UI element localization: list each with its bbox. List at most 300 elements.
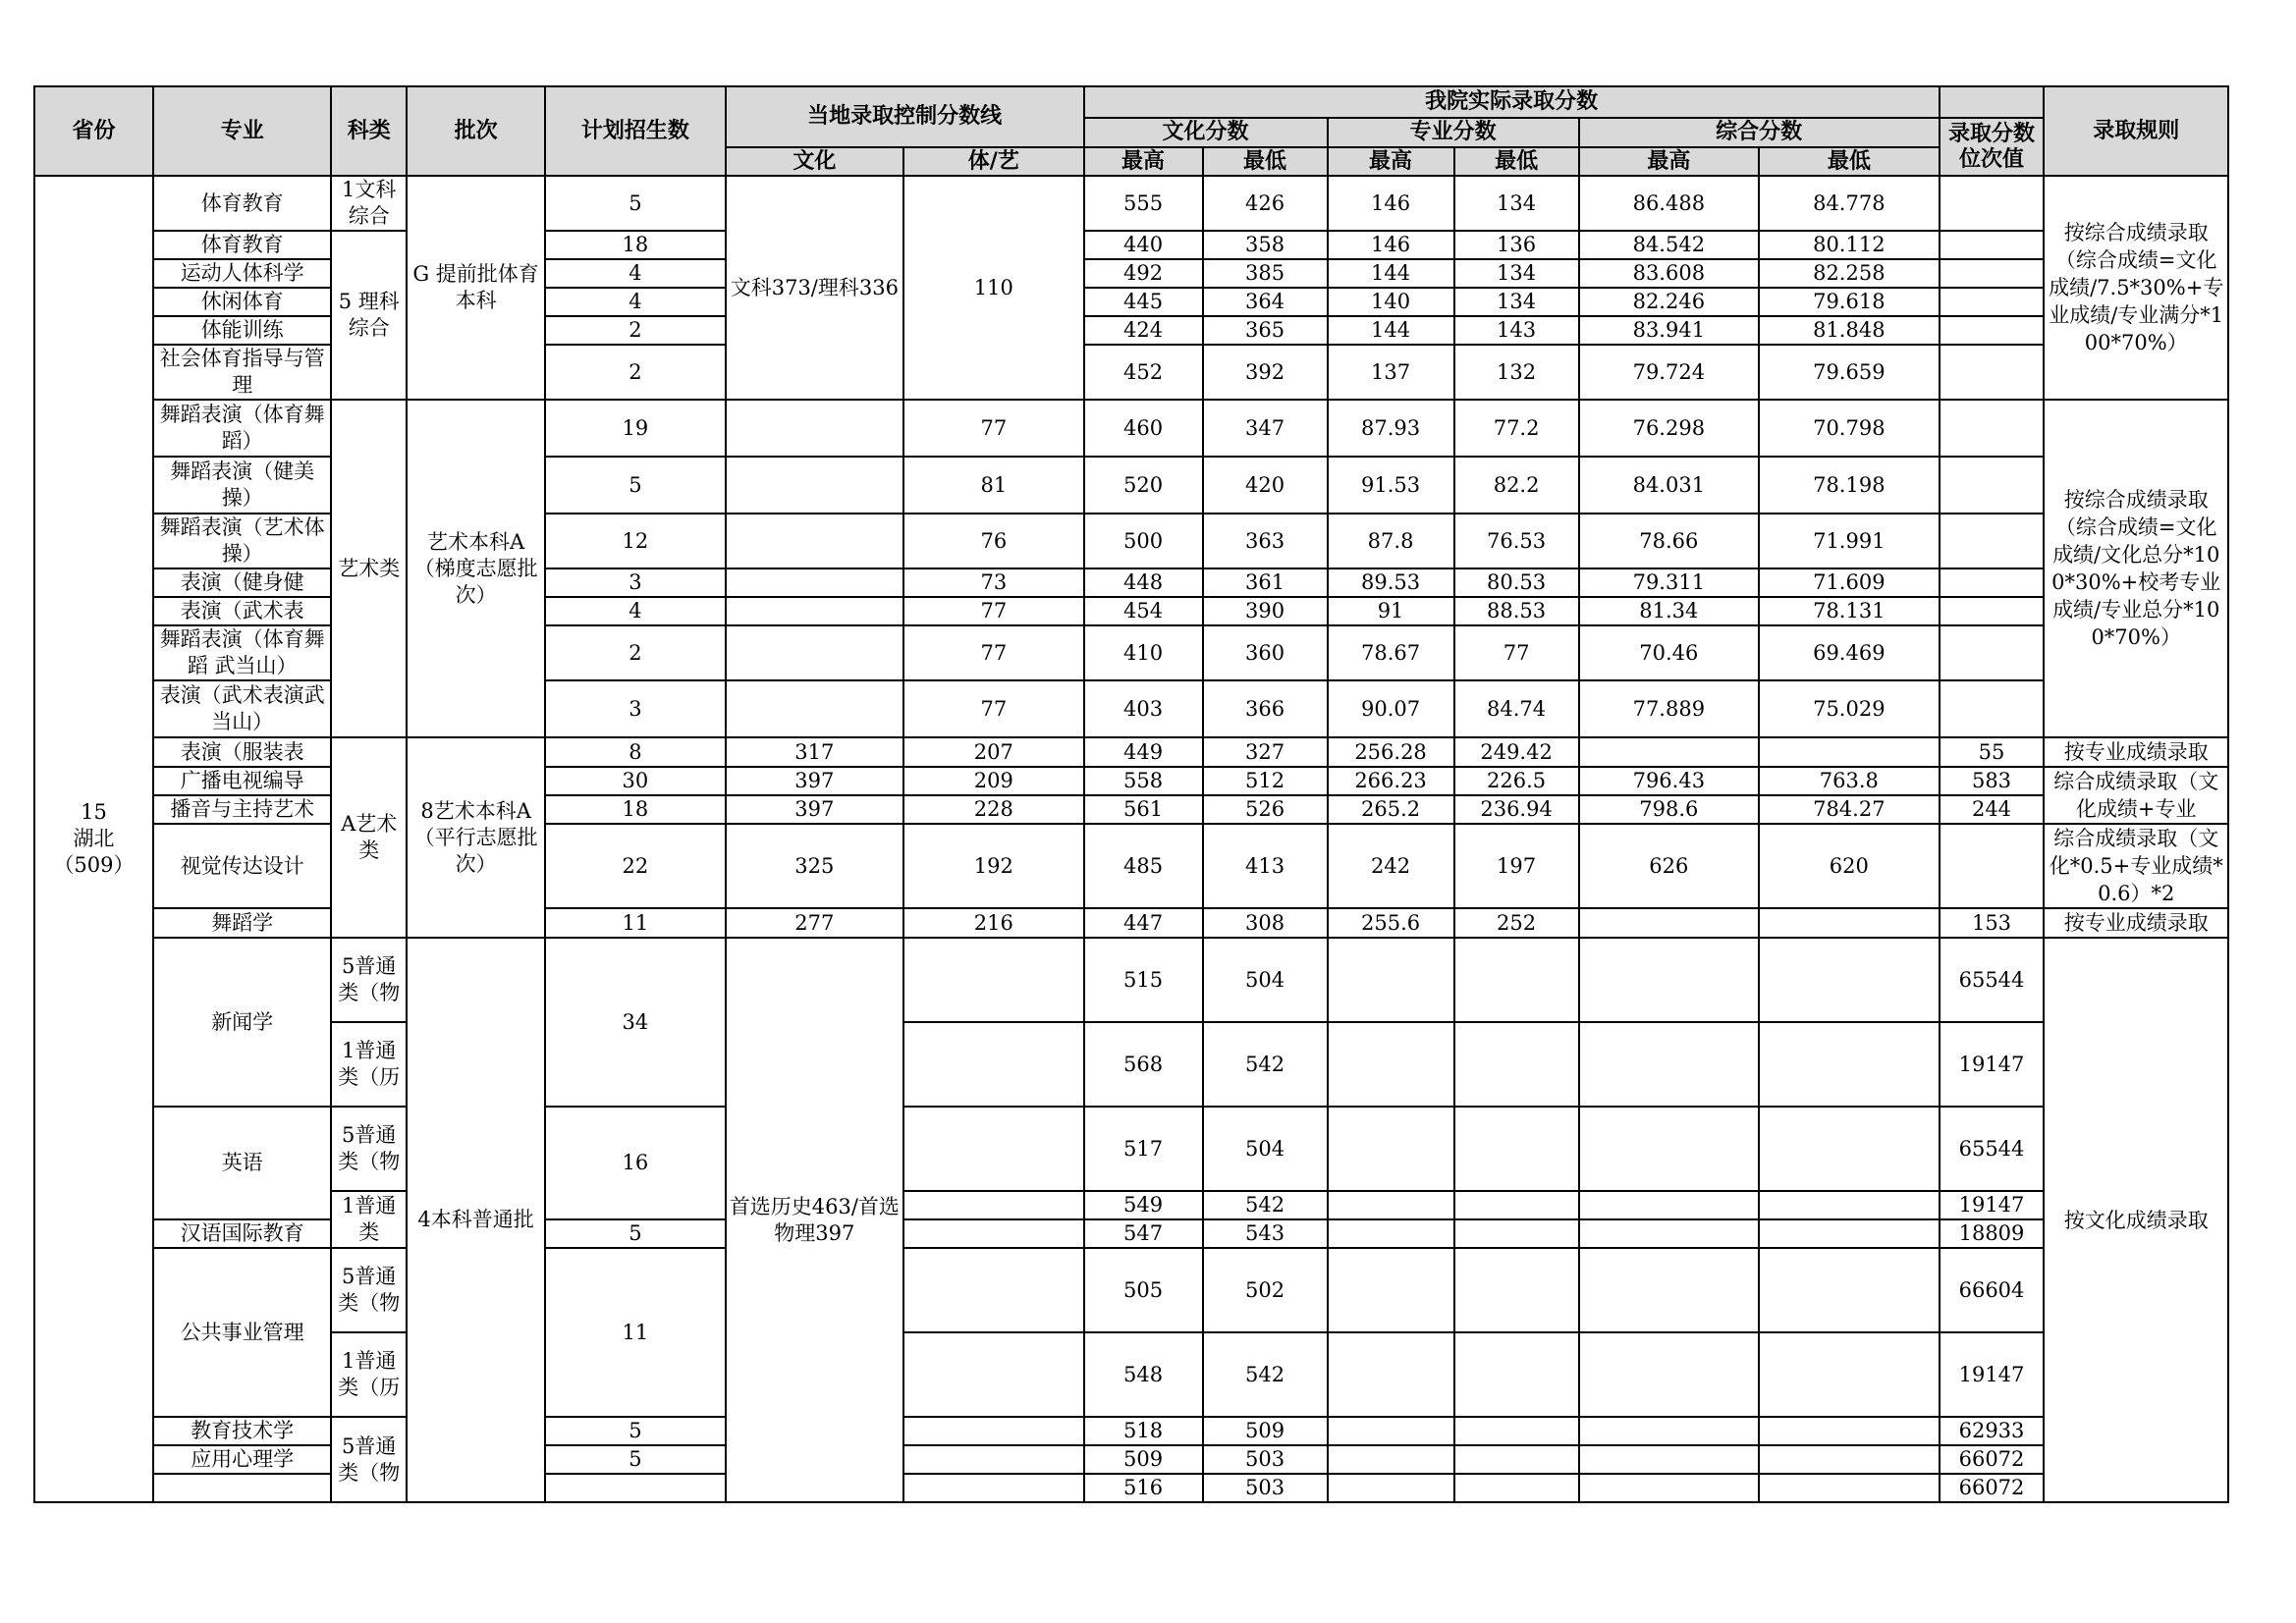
line-pe-art: 228 xyxy=(903,795,1083,824)
header-rank: 录取分数位次值 xyxy=(1940,118,2045,176)
line-pe-art: 192 xyxy=(903,824,1083,908)
major-max: 144 xyxy=(1328,316,1454,345)
total-max xyxy=(1579,1107,1759,1191)
plan-count: 22 xyxy=(545,824,725,908)
category-cell: 5普通类（物 xyxy=(331,938,407,1022)
rank-cell: 19147 xyxy=(1940,1022,2045,1107)
major-name: 运动人体科学 xyxy=(153,259,331,288)
total-max: 626 xyxy=(1579,824,1759,908)
major-min xyxy=(1454,938,1579,1022)
major-max: 242 xyxy=(1328,824,1454,908)
category-cell: 1普通类（历 xyxy=(331,1022,407,1107)
culture-max: 568 xyxy=(1084,1022,1203,1107)
header-category: 科类 xyxy=(331,86,407,176)
plan-count xyxy=(545,1474,725,1502)
culture-max: 500 xyxy=(1084,514,1203,568)
line-pe-art xyxy=(903,1248,1083,1332)
rank-cell xyxy=(1940,345,2045,400)
major-min: 226.5 xyxy=(1454,767,1579,795)
header-batch: 批次 xyxy=(407,86,545,176)
header-line-culture: 文化 xyxy=(726,147,903,176)
major-name: 广播电视编导 xyxy=(153,767,331,795)
major-max: 137 xyxy=(1328,345,1454,400)
rule-cell: 按专业成绩录取 xyxy=(2044,908,2228,938)
culture-min: 542 xyxy=(1203,1022,1328,1107)
major-name: 表演（健身健 xyxy=(153,568,331,597)
culture-max: 549 xyxy=(1084,1191,1203,1219)
line-culture xyxy=(726,597,903,625)
line-pe-art xyxy=(903,1445,1083,1474)
culture-max: 520 xyxy=(1084,457,1203,514)
rule-cell: 综合成绩录取（文化*0.5+专业成绩*0.6）*2 xyxy=(2044,824,2228,908)
major-max xyxy=(1328,1417,1454,1445)
rule-cell: 综合成绩录取（文化成绩+专业 xyxy=(2044,767,2228,824)
major-name: 汉语国际教育 xyxy=(153,1219,331,1248)
line-culture: 317 xyxy=(726,737,903,767)
rank-cell: 65544 xyxy=(1940,938,2045,1022)
total-min: 84.778 xyxy=(1759,176,1940,231)
culture-max: 485 xyxy=(1084,824,1203,908)
major-name: 体育教育 xyxy=(153,176,331,231)
major-name: 新闻学 xyxy=(153,938,331,1107)
table-row xyxy=(34,1248,2228,1332)
plan-count: 11 xyxy=(545,908,725,938)
major-min: 134 xyxy=(1454,259,1579,288)
admission-table xyxy=(33,85,2229,1503)
rank-cell xyxy=(1940,400,2045,457)
major-name: 舞蹈表演（艺术体操） xyxy=(153,514,331,568)
total-min: 75.029 xyxy=(1759,680,1940,737)
line-pe-art: 77 xyxy=(903,625,1083,680)
culture-min: 361 xyxy=(1203,568,1328,597)
total-min: 80.112 xyxy=(1759,231,1940,259)
major-max: 87.8 xyxy=(1328,514,1454,568)
line-pe-art: 77 xyxy=(903,597,1083,625)
major-min xyxy=(1454,1332,1579,1417)
major-name: 舞蹈学 xyxy=(153,908,331,938)
culture-min: 360 xyxy=(1203,625,1328,680)
total-min: 78.131 xyxy=(1759,597,1940,625)
plan-count: 4 xyxy=(545,259,725,288)
plan-count: 30 xyxy=(545,767,725,795)
rank-cell: 55 xyxy=(1940,737,2045,767)
major-max xyxy=(1328,1445,1454,1474)
major-max: 146 xyxy=(1328,231,1454,259)
table-row xyxy=(34,938,2228,1022)
major-min: 82.2 xyxy=(1454,457,1579,514)
major-min xyxy=(1454,1219,1579,1248)
header-major-score: 专业分数 xyxy=(1328,118,1579,147)
major-min: 236.94 xyxy=(1454,795,1579,824)
major-min: 80.53 xyxy=(1454,568,1579,597)
header-min: 最低 xyxy=(1759,147,1940,176)
total-max xyxy=(1579,1474,1759,1502)
total-min: 78.198 xyxy=(1759,457,1940,514)
line-pe-art xyxy=(903,938,1083,1022)
rule-cell: 按综合成绩录取（综合成绩=文化成绩/7.5*30%+专业成绩/专业满分*100*70%） xyxy=(2044,176,2228,400)
total-min: 71.991 xyxy=(1759,514,1940,568)
major-min: 132 xyxy=(1454,345,1579,400)
major-name xyxy=(153,1474,331,1502)
total-max xyxy=(1579,1248,1759,1332)
line-pe-art xyxy=(903,1107,1083,1191)
rank-cell xyxy=(1940,231,2045,259)
rank-cell xyxy=(1940,259,2045,288)
total-min xyxy=(1759,1191,1940,1219)
rank-cell xyxy=(1940,568,2045,597)
total-max: 82.246 xyxy=(1579,288,1759,316)
culture-min: 504 xyxy=(1203,1107,1328,1191)
total-max: 84.031 xyxy=(1579,457,1759,514)
culture-max: 445 xyxy=(1084,288,1203,316)
total-min: 79.659 xyxy=(1759,345,1940,400)
province-cell xyxy=(34,176,153,1502)
culture-max: 517 xyxy=(1084,1107,1203,1191)
rank-cell: 244 xyxy=(1940,795,2045,824)
rank-cell xyxy=(1940,625,2045,680)
total-min: 69.469 xyxy=(1759,625,1940,680)
total-min xyxy=(1759,1332,1940,1417)
culture-min: 542 xyxy=(1203,1191,1328,1219)
line-culture: 397 xyxy=(726,795,903,824)
header-min: 最低 xyxy=(1454,147,1579,176)
major-min xyxy=(1454,1248,1579,1332)
major-min: 143 xyxy=(1454,316,1579,345)
major-min: 136 xyxy=(1454,231,1579,259)
major-max: 87.93 xyxy=(1328,400,1454,457)
batch-cell: 4本科普通批 xyxy=(407,938,545,1502)
rule-cell: 按综合成绩录取（综合成绩=文化成绩/文化总分*100*30%+校考专业成绩/专业总分*100*70%） xyxy=(2044,400,2228,737)
major-name: 体育教育 xyxy=(153,231,331,259)
total-min: 70.798 xyxy=(1759,400,1940,457)
major-min: 249.42 xyxy=(1454,737,1579,767)
header-line-pe-art: 体/艺 xyxy=(903,147,1083,176)
line-culture: 325 xyxy=(726,824,903,908)
total-min xyxy=(1759,1219,1940,1248)
culture-max: 505 xyxy=(1084,1248,1203,1332)
total-max: 70.46 xyxy=(1579,625,1759,680)
table-row xyxy=(34,1332,2228,1417)
category-cell: 艺术类 xyxy=(331,400,407,737)
major-min: 77 xyxy=(1454,625,1579,680)
rank-cell: 66072 xyxy=(1940,1474,2045,1502)
culture-max: 555 xyxy=(1084,176,1203,231)
total-min xyxy=(1759,938,1940,1022)
total-max xyxy=(1579,1417,1759,1445)
header-major: 专业 xyxy=(153,86,331,176)
total-min: 81.848 xyxy=(1759,316,1940,345)
category-cell: 5普通类（物 xyxy=(331,1248,407,1332)
culture-min: 512 xyxy=(1203,767,1328,795)
total-max xyxy=(1579,1332,1759,1417)
batch-cell: G 提前批体育本科 xyxy=(407,176,545,400)
total-max: 79.311 xyxy=(1579,568,1759,597)
plan-count: 11 xyxy=(545,1248,725,1417)
culture-min: 392 xyxy=(1203,345,1328,400)
culture-min: 543 xyxy=(1203,1219,1328,1248)
category-cell: 1普通类 xyxy=(331,1191,407,1248)
plan-count: 16 xyxy=(545,1107,725,1219)
culture-max: 452 xyxy=(1084,345,1203,400)
rank-cell xyxy=(1940,176,2045,231)
major-max xyxy=(1328,938,1454,1022)
province-line: 15 xyxy=(81,800,107,824)
line-pe-art: 207 xyxy=(903,737,1083,767)
culture-max: 449 xyxy=(1084,737,1203,767)
culture-max: 548 xyxy=(1084,1332,1203,1417)
table-row xyxy=(34,1191,2228,1219)
culture-max: 447 xyxy=(1084,908,1203,938)
major-name: 表演（武术表 xyxy=(153,597,331,625)
line-pe-art: 216 xyxy=(903,908,1083,938)
header-actual: 我院实际录取分数 xyxy=(1084,86,1940,118)
province-line: 湖北 xyxy=(73,827,115,850)
major-name: 公共事业管理 xyxy=(153,1248,331,1417)
major-min xyxy=(1454,1474,1579,1502)
culture-min: 358 xyxy=(1203,231,1328,259)
major-min: 84.74 xyxy=(1454,680,1579,737)
line-pe-art: 73 xyxy=(903,568,1083,597)
major-max: 140 xyxy=(1328,288,1454,316)
line-pe-art: 77 xyxy=(903,400,1083,457)
table-row xyxy=(34,1417,2228,1445)
plan-count: 2 xyxy=(545,345,725,400)
culture-min: 364 xyxy=(1203,288,1328,316)
rank-cell: 62933 xyxy=(1940,1417,2045,1445)
rank-cell xyxy=(1940,824,2045,908)
major-min: 134 xyxy=(1454,288,1579,316)
culture-max: 558 xyxy=(1084,767,1203,795)
culture-max: 448 xyxy=(1084,568,1203,597)
line-pe-art: 110 xyxy=(903,176,1083,400)
culture-max: 454 xyxy=(1084,597,1203,625)
total-min xyxy=(1759,1417,1940,1445)
total-max: 78.66 xyxy=(1579,514,1759,568)
table-row xyxy=(34,176,2228,231)
table-row xyxy=(34,1022,2228,1107)
rank-cell: 19147 xyxy=(1940,1332,2045,1417)
category-cell: 1普通类（历 xyxy=(331,1332,407,1417)
total-min: 82.258 xyxy=(1759,259,1940,288)
total-max: 77.889 xyxy=(1579,680,1759,737)
line-culture xyxy=(726,568,903,597)
culture-min: 385 xyxy=(1203,259,1328,288)
total-max xyxy=(1579,1022,1759,1107)
major-min xyxy=(1454,1417,1579,1445)
table-row xyxy=(34,737,2228,767)
batch-cell: 8艺术本科A（平行志愿批次） xyxy=(407,737,545,938)
plan-count: 2 xyxy=(545,625,725,680)
major-max: 266.23 xyxy=(1328,767,1454,795)
major-max: 144 xyxy=(1328,259,1454,288)
culture-min: 413 xyxy=(1203,824,1328,908)
plan-count: 18 xyxy=(545,231,725,259)
header-rule: 录取规则 xyxy=(2044,86,2228,176)
plan-count: 34 xyxy=(545,938,725,1107)
major-name: 表演（服装表 xyxy=(153,737,331,767)
total-max xyxy=(1579,737,1759,767)
culture-min: 420 xyxy=(1203,457,1328,514)
total-min: 79.618 xyxy=(1759,288,1940,316)
major-max xyxy=(1328,1022,1454,1107)
total-max xyxy=(1579,1191,1759,1219)
major-name: 视觉传达设计 xyxy=(153,824,331,908)
header-local-line: 当地录取控制分数线 xyxy=(726,86,1084,147)
line-culture xyxy=(726,625,903,680)
culture-max: 547 xyxy=(1084,1219,1203,1248)
header-province: 省份 xyxy=(34,86,153,176)
header-total-score: 综合分数 xyxy=(1579,118,1940,147)
major-min xyxy=(1454,1191,1579,1219)
plan-count: 5 xyxy=(545,1417,725,1445)
culture-min: 542 xyxy=(1203,1332,1328,1417)
total-min: 784.27 xyxy=(1759,795,1940,824)
total-min: 620 xyxy=(1759,824,1940,908)
major-max xyxy=(1328,1191,1454,1219)
admission-score-sheet xyxy=(33,85,2229,1545)
total-min xyxy=(1759,737,1940,767)
major-name: 播音与主持艺术 xyxy=(153,795,331,824)
culture-max: 403 xyxy=(1084,680,1203,737)
batch-cell: 艺术本科A（梯度志愿批次） xyxy=(407,400,545,737)
line-pe-art xyxy=(903,1474,1083,1502)
major-min xyxy=(1454,1022,1579,1107)
culture-max: 424 xyxy=(1084,316,1203,345)
total-max: 76.298 xyxy=(1579,400,1759,457)
total-max: 81.34 xyxy=(1579,597,1759,625)
line-pe-art xyxy=(903,1191,1083,1219)
rank-cell xyxy=(1940,514,2045,568)
line-culture: 397 xyxy=(726,767,903,795)
rank-cell: 66604 xyxy=(1940,1248,2045,1332)
line-culture xyxy=(726,457,903,514)
major-min: 76.53 xyxy=(1454,514,1579,568)
culture-max: 518 xyxy=(1084,1417,1203,1445)
header-rank-blank xyxy=(1940,86,2045,118)
major-max: 255.6 xyxy=(1328,908,1454,938)
culture-min: 504 xyxy=(1203,938,1328,1022)
major-name: 教育技术学 xyxy=(153,1417,331,1445)
culture-min: 526 xyxy=(1203,795,1328,824)
line-pe-art: 81 xyxy=(903,457,1083,514)
plan-count: 5 xyxy=(545,457,725,514)
major-max xyxy=(1328,1248,1454,1332)
table-row xyxy=(34,400,2228,457)
major-min xyxy=(1454,1445,1579,1474)
line-pe-art xyxy=(903,1417,1083,1445)
total-max xyxy=(1579,908,1759,938)
rank-cell xyxy=(1940,288,2045,316)
header-culture-score: 文化分数 xyxy=(1084,118,1328,147)
culture-min: 503 xyxy=(1203,1445,1328,1474)
table-row xyxy=(34,231,2228,259)
category-cell: 1文科综合 xyxy=(331,176,407,231)
major-name: 应用心理学 xyxy=(153,1445,331,1474)
line-culture xyxy=(726,514,903,568)
total-min xyxy=(1759,1248,1940,1332)
plan-count: 4 xyxy=(545,597,725,625)
major-min: 88.53 xyxy=(1454,597,1579,625)
plan-count: 5 xyxy=(545,1445,725,1474)
major-max: 78.67 xyxy=(1328,625,1454,680)
total-min xyxy=(1759,1445,1940,1474)
culture-min: 503 xyxy=(1203,1474,1328,1502)
header-min: 最低 xyxy=(1203,147,1328,176)
culture-min: 365 xyxy=(1203,316,1328,345)
culture-min: 308 xyxy=(1203,908,1328,938)
total-max xyxy=(1579,1445,1759,1474)
line-culture xyxy=(726,400,903,457)
rank-cell: 583 xyxy=(1940,767,2045,795)
header-max: 最高 xyxy=(1328,147,1454,176)
category-cell: 5普通类（物 xyxy=(331,1417,407,1502)
culture-min: 390 xyxy=(1203,597,1328,625)
major-name: 舞蹈表演（体育舞蹈） xyxy=(153,400,331,457)
rank-cell: 153 xyxy=(1940,908,2045,938)
header-max: 最高 xyxy=(1084,147,1203,176)
rank-cell: 66072 xyxy=(1940,1445,2045,1474)
major-max: 265.2 xyxy=(1328,795,1454,824)
total-max: 83.941 xyxy=(1579,316,1759,345)
culture-max: 516 xyxy=(1084,1474,1203,1502)
major-min: 197 xyxy=(1454,824,1579,908)
major-max xyxy=(1328,1474,1454,1502)
category-cell: A艺术类 xyxy=(331,737,407,938)
category-cell: 5 理科综合 xyxy=(331,231,407,400)
table-row xyxy=(34,1107,2228,1191)
plan-count: 19 xyxy=(545,400,725,457)
culture-min: 502 xyxy=(1203,1248,1328,1332)
table-body xyxy=(34,176,2228,1502)
culture-max: 492 xyxy=(1084,259,1203,288)
header-max: 最高 xyxy=(1579,147,1759,176)
culture-min: 347 xyxy=(1203,400,1328,457)
major-max: 89.53 xyxy=(1328,568,1454,597)
total-min: 71.609 xyxy=(1759,568,1940,597)
major-name: 休闲体育 xyxy=(153,288,331,316)
major-max: 146 xyxy=(1328,176,1454,231)
major-min xyxy=(1454,1107,1579,1191)
rank-cell xyxy=(1940,457,2045,514)
rule-cell: 按文化成绩录取 xyxy=(2044,938,2228,1502)
major-name: 舞蹈表演（体育舞蹈 武当山） xyxy=(153,625,331,680)
plan-count: 18 xyxy=(545,795,725,824)
line-pe-art: 209 xyxy=(903,767,1083,795)
line-pe-art xyxy=(903,1022,1083,1107)
culture-max: 509 xyxy=(1084,1445,1203,1474)
line-pe-art xyxy=(903,1219,1083,1248)
major-name: 表演（武术表演武当山） xyxy=(153,680,331,737)
plan-count: 3 xyxy=(545,568,725,597)
culture-min: 327 xyxy=(1203,737,1328,767)
major-name: 社会体育指导与管理 xyxy=(153,345,331,400)
line-culture: 文科373/理科336 xyxy=(726,176,903,400)
province-line: （509） xyxy=(53,853,135,877)
total-max: 84.542 xyxy=(1579,231,1759,259)
plan-count: 3 xyxy=(545,680,725,737)
major-max xyxy=(1328,1332,1454,1417)
rank-cell xyxy=(1940,316,2045,345)
total-max: 86.488 xyxy=(1579,176,1759,231)
total-min xyxy=(1759,1107,1940,1191)
header-plan: 计划招生数 xyxy=(545,86,725,176)
total-max: 79.724 xyxy=(1579,345,1759,400)
major-name: 舞蹈表演（健美操） xyxy=(153,457,331,514)
plan-count: 2 xyxy=(545,316,725,345)
rank-cell: 19147 xyxy=(1940,1191,2045,1219)
total-max xyxy=(1579,938,1759,1022)
rank-cell: 65544 xyxy=(1940,1107,2045,1191)
